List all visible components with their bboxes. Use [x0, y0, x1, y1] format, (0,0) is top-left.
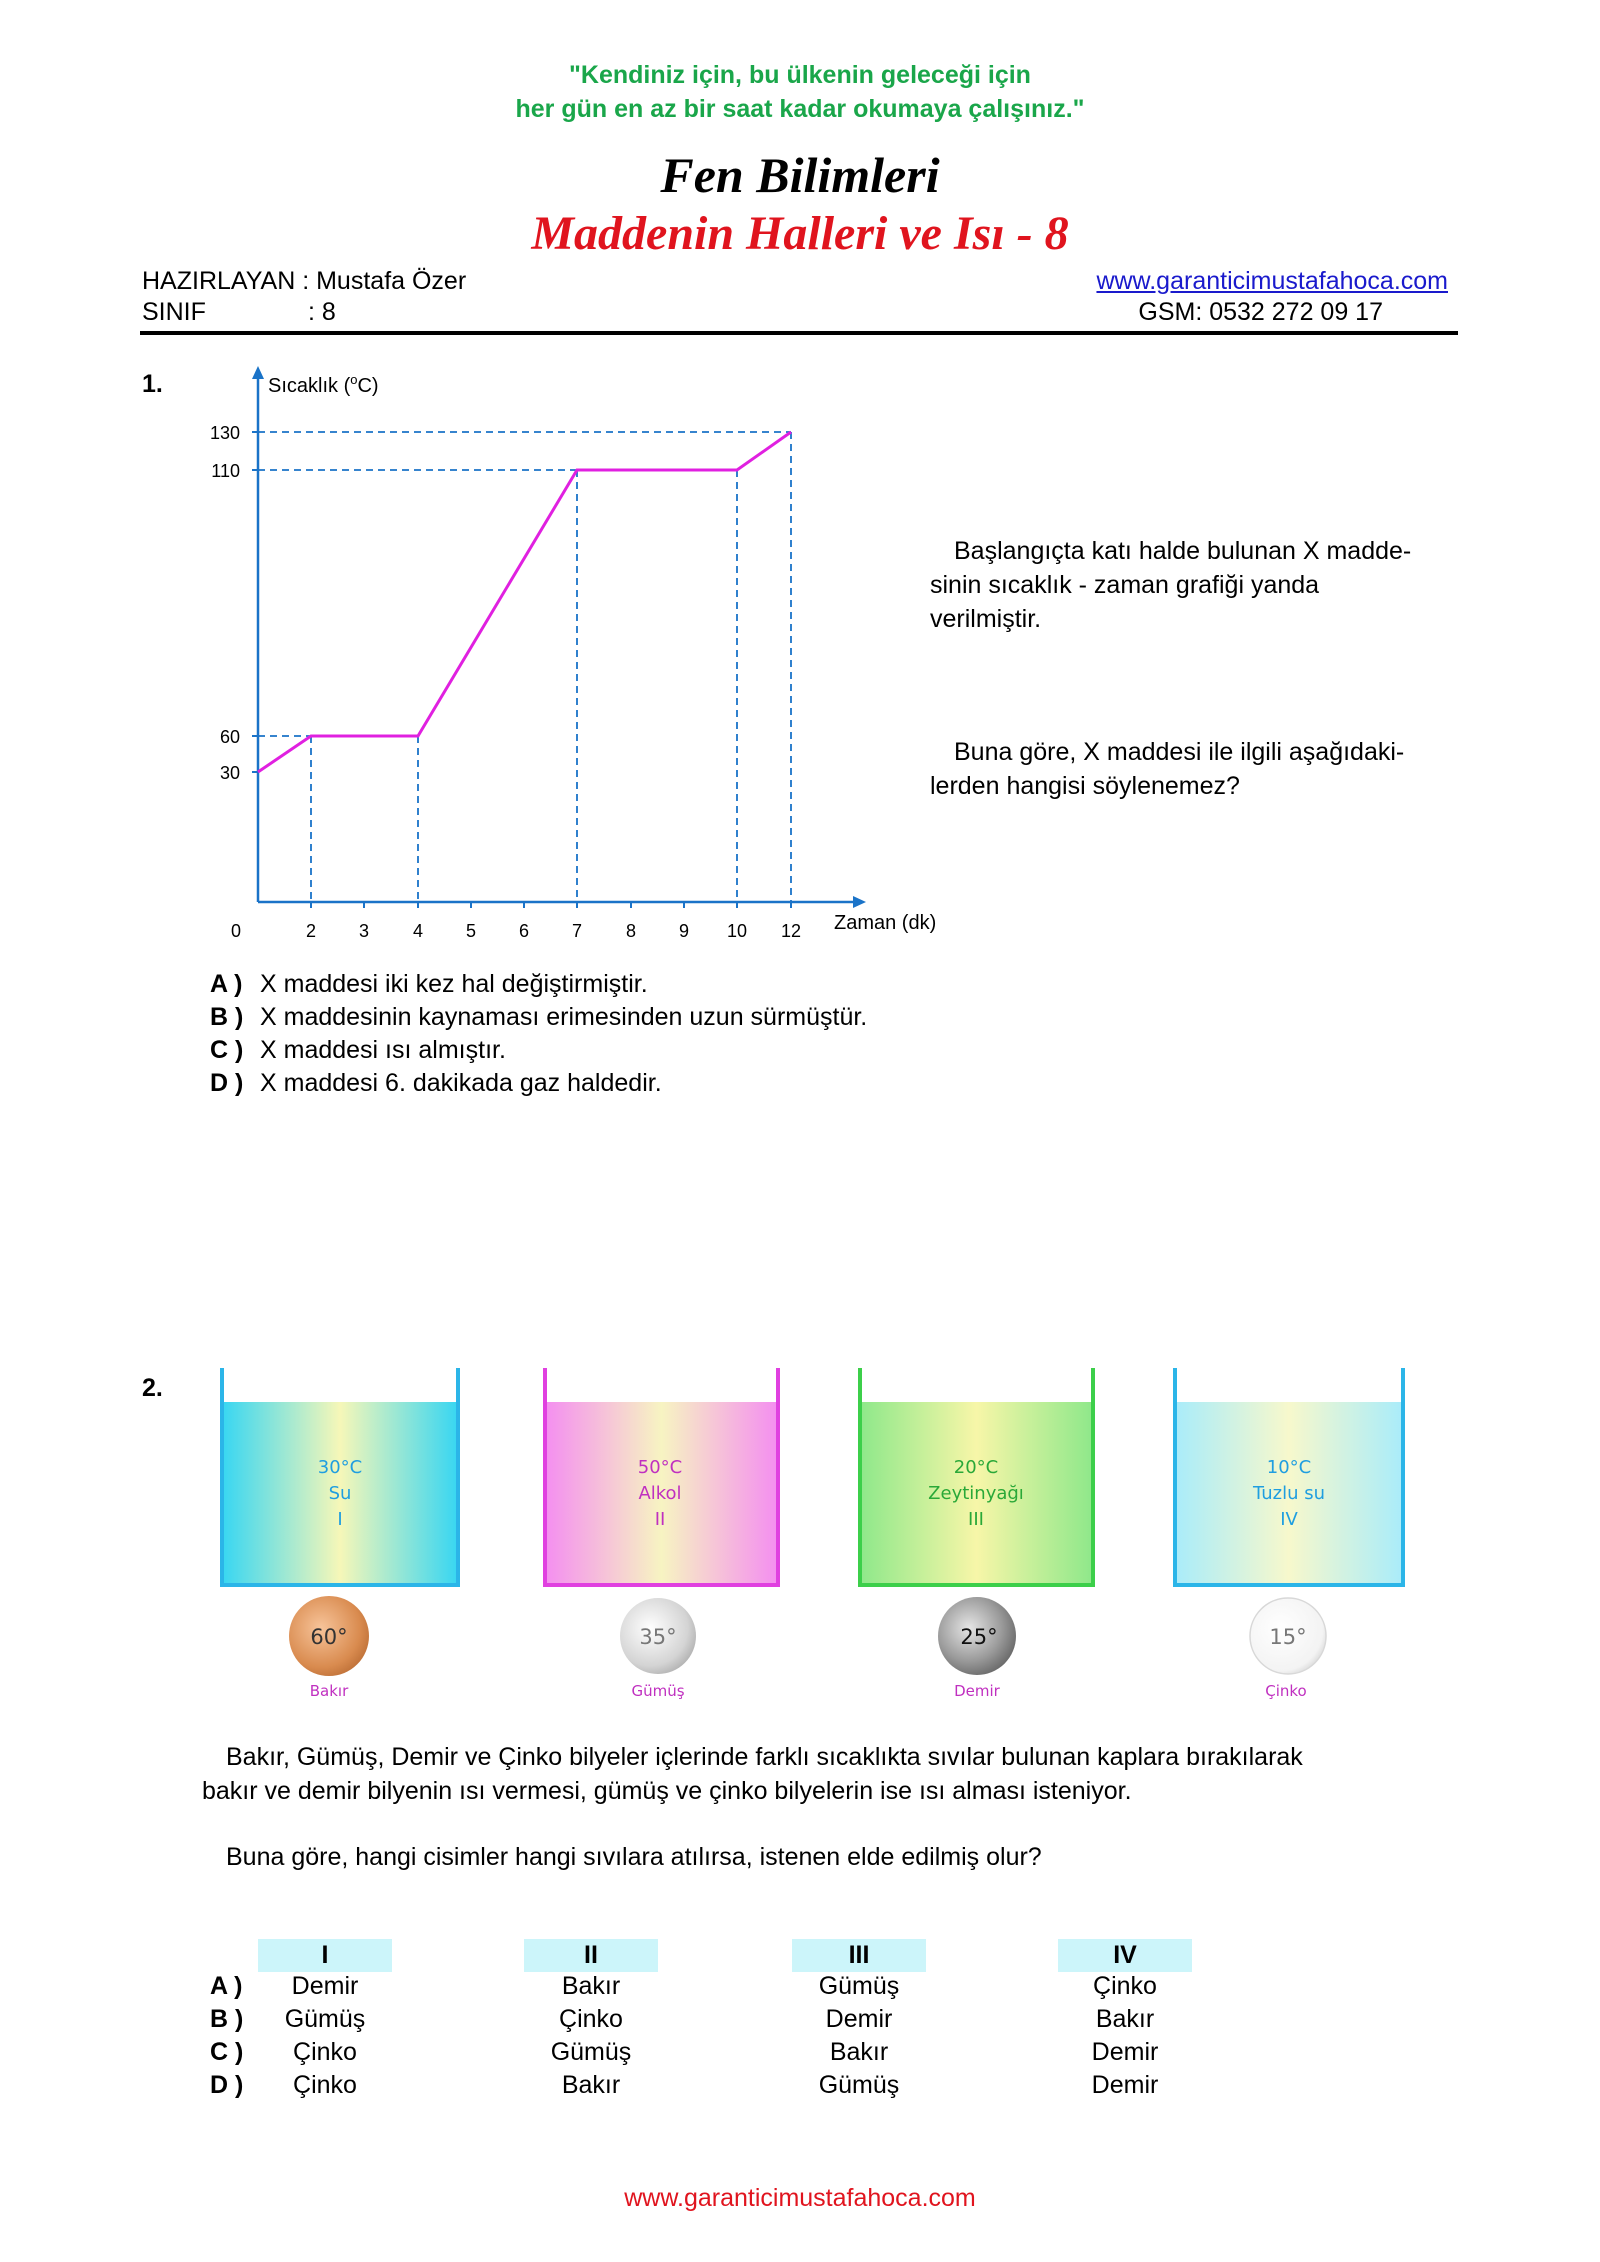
q1-intro-line-1: Başlangıçta katı halde bulunan X madde- [954, 537, 1412, 565]
beaker-1 [222, 1368, 458, 1585]
beaker-1-liquid: Su [328, 1483, 352, 1504]
chart-x-tick-label: 2 [305, 921, 317, 941]
chart-y-axis-label: Sıcaklık ($^o$C) [268, 372, 379, 397]
table-cell: Çinko [293, 2071, 357, 2099]
q2-option-d[interactable] [200, 2071, 1200, 2104]
beaker-2 [545, 1368, 778, 1585]
question-1-prompt [930, 735, 1404, 803]
chart-x-tick-label: 8 [625, 921, 637, 941]
beaker-4-temp: 10°C [1266, 1457, 1312, 1478]
table-cell: Gümüş [818, 1972, 900, 2000]
ball-zinc [1250, 1598, 1326, 1700]
chart-y-tick-label: 30 [219, 763, 240, 783]
table-cell: Bakır [561, 1972, 621, 2000]
chart-x-tick-label: 3 [358, 921, 370, 941]
ball-zinc-temp: 15° [1269, 1625, 1307, 1649]
beaker-3-temp: 20°C [953, 1457, 999, 1478]
q1-option-b-text: X maddesinin kaynaması erimesinden uzun sürmüştür. [260, 1003, 868, 1031]
question-1-number: 1. [142, 370, 163, 398]
page-subtitle: Maddenin Halleri ve Isı - 8 [531, 207, 1069, 260]
beaker-4 [1175, 1368, 1403, 1585]
q1-option-b-letter: B ) [210, 1003, 244, 1031]
beaker-1-roman: I [337, 1509, 343, 1530]
quote-line-2: her gün en az bir saat kadar okumaya çalışınız." [515, 95, 1085, 123]
q1-option-c[interactable] [210, 1034, 867, 1067]
ball-silver [620, 1598, 696, 1700]
table-cell: Gümüş [818, 2071, 900, 2099]
table-cell: Demir [1091, 2038, 1159, 2066]
table-header-iv: IV [1058, 1939, 1192, 1972]
table-cell: Çinko [1093, 1972, 1157, 2000]
table-cell: Gümüş [550, 2038, 632, 2066]
q1-option-a[interactable] [210, 968, 867, 1001]
page-title: Fen Bilimleri [660, 147, 940, 203]
q2-option-a-letter: A ) [210, 1972, 243, 2000]
temperature-time-chart [0, 0, 1600, 960]
chart-x-tick-label: 6 [518, 921, 530, 941]
chart-y-tick-label: 60 [219, 727, 240, 747]
q2-option-a[interactable] [200, 1972, 1200, 2005]
q2-option-b-letter: B ) [210, 2005, 244, 2033]
footer-website[interactable]: www.garanticimustafahoca.com [624, 2184, 976, 2212]
q1-option-c-text: X maddesi ısı almıştır. [260, 1036, 506, 1064]
question-2-intro [202, 1740, 1303, 1808]
beaker-2-liquid: Alkol [638, 1483, 682, 1504]
gsm-number: GSM: 0532 272 09 17 [1138, 298, 1383, 326]
chart-x-tick-label: 5 [465, 921, 477, 941]
beaker-2-temp: 50°C [637, 1457, 683, 1478]
beaker-4-liquid: Tuzlu su [1252, 1483, 1326, 1504]
question-2-prompt: Buna göre, hangi cisimler hangi sıvılara atılırsa, istenen elde edilmiş olur? [226, 1843, 1042, 1871]
question-1-intro [930, 534, 1411, 636]
q1-option-d-letter: D ) [210, 1069, 244, 1097]
q1-option-d[interactable] [210, 1067, 867, 1100]
chart-x-tick-label: 7 [571, 921, 583, 941]
chart-x-tick-label: 10 [726, 921, 748, 941]
table-header-iii: III [792, 1939, 926, 1972]
q2-option-c-letter: C ) [210, 2038, 244, 2066]
ball-iron [938, 1597, 1016, 1700]
beaker-4-roman: IV [1280, 1509, 1298, 1530]
q1-prompt-line-2: lerden hangisi söylenemez? [930, 772, 1240, 800]
q2-option-c[interactable] [200, 2038, 1200, 2071]
ball-silver-temp: 35° [639, 1625, 677, 1649]
chart-series-line [258, 432, 791, 772]
beaker-3-liquid: Zeytinyağı [928, 1483, 1024, 1504]
chart-x-tick-label: 9 [678, 921, 690, 941]
beaker-3 [860, 1368, 1093, 1585]
class-label: SINIF [142, 298, 206, 326]
q1-prompt-line-1: Buna göre, X maddesi ile ilgili aşağıdaki- [954, 738, 1405, 766]
q1-option-b[interactable] [210, 1001, 867, 1034]
table-cell: Bakır [829, 2038, 889, 2066]
header-website-link[interactable]: www.garanticimustafahoca.com [1096, 267, 1448, 295]
q1-option-c-letter: C ) [210, 1036, 244, 1064]
q2-intro-line-2: bakır ve demir bilyenin ısı vermesi, gümüş ve çinko bilyelerin ise ısı alması isteniyor. [202, 1777, 1132, 1805]
author-label: HAZIRLAYAN : Mustafa Özer [142, 267, 467, 295]
table-cell: Bakır [1095, 2005, 1155, 2033]
chart-x-axis-label: Zaman (dk) [834, 912, 937, 934]
table-header-row [200, 1939, 1200, 1972]
chart-y-tick-label: 130 [209, 423, 240, 443]
table-cell: Bakır [561, 2071, 621, 2099]
beaker-2-roman: II [654, 1509, 666, 1530]
ball-copper-temp: 60° [310, 1625, 348, 1649]
chart-y-tick-label: 110 [211, 461, 240, 481]
beakers-illustration [0, 1350, 1600, 1710]
ball-iron-name: Demir [954, 1682, 1000, 1700]
q1-intro-line-2: sinin sıcaklık - zaman grafiği yanda [930, 571, 1320, 599]
q1-option-a-text: X maddesi iki kez hal değiştirmiştir. [260, 970, 648, 998]
table-cell: Demir [825, 2005, 893, 2033]
table-cell: Gümüş [284, 2005, 366, 2033]
q2-option-d-letter: D ) [210, 2071, 244, 2099]
class-value: : 8 [308, 298, 336, 326]
ball-silver-name: Gümüş [631, 1682, 685, 1700]
ball-copper [289, 1596, 369, 1700]
ball-copper-name: Bakır [309, 1682, 349, 1700]
q1-intro-line-3: verilmiştir. [930, 605, 1042, 633]
question-1-options [210, 968, 867, 1100]
chart-x-tick-label: 4 [412, 921, 424, 941]
q1-option-d-text: X maddesi 6. dakikada gaz haldedir. [260, 1069, 662, 1097]
chart-x-tick-label: 0 [230, 921, 242, 941]
ball-zinc-name: Çinko [1265, 1682, 1307, 1700]
table-header-ii: II [524, 1939, 658, 1972]
quote-line-1: "Kendiniz için, bu ülkenin geleceği için [569, 61, 1031, 89]
table-cell: Çinko [293, 2038, 357, 2066]
beaker-3-roman: III [968, 1509, 984, 1530]
table-cell: Demir [291, 1972, 359, 2000]
beaker-1-temp: 30°C [317, 1457, 363, 1478]
ball-iron-temp: 25° [960, 1625, 998, 1649]
table-cell: Çinko [559, 2005, 623, 2033]
question-2-number: 2. [142, 1374, 163, 1402]
table-cell: Demir [1091, 2071, 1159, 2099]
q1-option-a-letter: A ) [210, 970, 243, 998]
q2-option-b[interactable] [200, 2005, 1200, 2038]
q2-intro-line-1: Bakır, Gümüş, Demir ve Çinko bilyeler içlerinde farklı sıcaklıkta sıvılar bulunan kaplara bırakılarak [226, 1743, 1303, 1771]
table-header-i: I [258, 1939, 392, 1972]
chart-x-tick-label: 12 [780, 921, 802, 941]
